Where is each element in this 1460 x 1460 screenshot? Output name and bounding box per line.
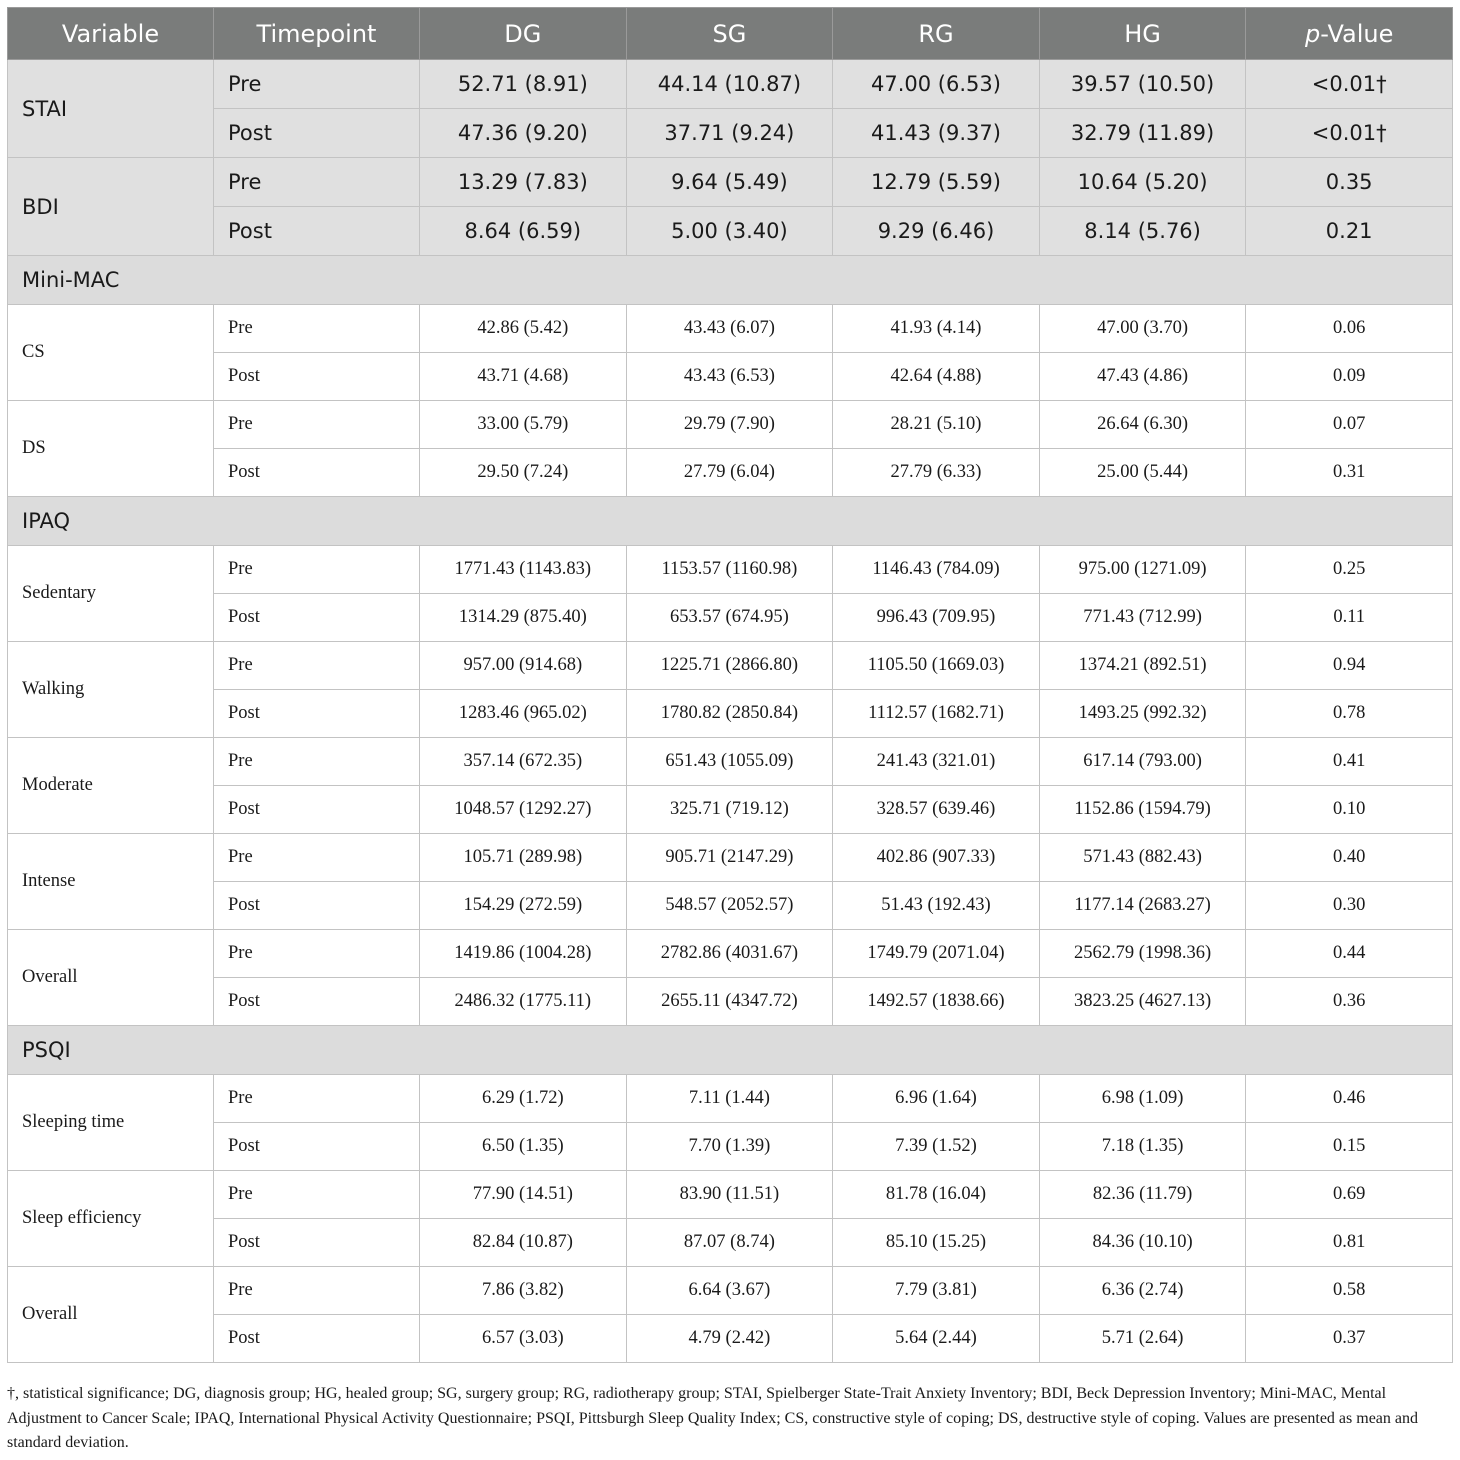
hg-cell: 975.00 (1271.09) [1039, 546, 1246, 594]
rg-cell: 1146.43 (784.09) [833, 546, 1040, 594]
sg-cell: 29.79 (7.90) [626, 401, 833, 449]
header-hg: HG [1039, 8, 1246, 60]
table-row [8, 882, 1453, 930]
sg-cell: 27.79 (6.04) [626, 449, 833, 497]
header-p-rest: -Value [1320, 19, 1394, 48]
rg-cell: 1492.57 (1838.66) [833, 978, 1040, 1026]
timepoint-cell: Post [214, 882, 420, 930]
table-row [8, 930, 1453, 978]
dg-cell: 7.86 (3.82) [420, 1267, 627, 1315]
table-row [8, 1267, 1453, 1315]
section-title: Mini-MAC [8, 256, 1453, 305]
p-value-cell: 0.37 [1246, 1315, 1453, 1363]
timepoint-cell: Pre [214, 1075, 420, 1123]
section-title: PSQI [8, 1026, 1453, 1075]
p-value-cell: 0.78 [1246, 690, 1453, 738]
hg-cell: 47.00 (3.70) [1039, 305, 1246, 353]
rg-cell: 81.78 (16.04) [833, 1171, 1040, 1219]
sg-cell: 2655.11 (4347.72) [626, 978, 833, 1026]
hg-cell: 571.43 (882.43) [1039, 834, 1246, 882]
table-row [8, 353, 1453, 401]
header-dg: DG [420, 8, 627, 60]
p-value-cell: 0.09 [1246, 353, 1453, 401]
p-value-cell: 0.25 [1246, 546, 1453, 594]
table-row [8, 690, 1453, 738]
rg-cell: 51.43 (192.43) [833, 882, 1040, 930]
rg-cell: 402.86 (907.33) [833, 834, 1040, 882]
variable-cell: Sleep efficiency [8, 1171, 214, 1267]
sg-cell: 653.57 (674.95) [626, 594, 833, 642]
variable-cell: CS [8, 305, 214, 401]
table-row [8, 1123, 1453, 1171]
dg-cell: 13.29 (7.83) [420, 158, 627, 207]
header-row [8, 8, 1453, 60]
timepoint-cell: Post [214, 449, 420, 497]
variable-cell: Sedentary [8, 546, 214, 642]
sg-cell: 548.57 (2052.57) [626, 882, 833, 930]
dg-cell: 2486.32 (1775.11) [420, 978, 627, 1026]
sg-cell: 44.14 (10.87) [626, 60, 833, 109]
sg-cell: 43.43 (6.07) [626, 305, 833, 353]
sg-cell: 37.71 (9.24) [626, 109, 833, 158]
sg-cell: 1153.57 (1160.98) [626, 546, 833, 594]
sg-cell: 651.43 (1055.09) [626, 738, 833, 786]
timepoint-cell: Post [214, 1219, 420, 1267]
p-value-cell: 0.10 [1246, 786, 1453, 834]
hg-cell: 8.14 (5.76) [1039, 207, 1246, 256]
hg-cell: 1152.86 (1594.79) [1039, 786, 1246, 834]
variable-cell: DS [8, 401, 214, 497]
rg-cell: 42.64 (4.88) [833, 353, 1040, 401]
table-row [8, 978, 1453, 1026]
dg-cell: 1314.29 (875.40) [420, 594, 627, 642]
table-row [8, 158, 1453, 207]
dg-cell: 357.14 (672.35) [420, 738, 627, 786]
table-row [8, 1219, 1453, 1267]
rg-cell: 6.96 (1.64) [833, 1075, 1040, 1123]
p-value-cell: 0.44 [1246, 930, 1453, 978]
sg-cell: 325.71 (719.12) [626, 786, 833, 834]
hg-cell: 10.64 (5.20) [1039, 158, 1246, 207]
table-row [8, 642, 1453, 690]
table-row [8, 1315, 1453, 1363]
sg-cell: 4.79 (2.42) [626, 1315, 833, 1363]
timepoint-cell: Pre [214, 1267, 420, 1315]
variable-cell: Overall [8, 1267, 214, 1363]
p-value-cell: 0.35 [1246, 158, 1453, 207]
sg-cell: 7.11 (1.44) [626, 1075, 833, 1123]
dg-cell: 6.57 (3.03) [420, 1315, 627, 1363]
hg-cell: 25.00 (5.44) [1039, 449, 1246, 497]
sg-cell: 905.71 (2147.29) [626, 834, 833, 882]
timepoint-cell: Pre [214, 546, 420, 594]
dg-cell: 29.50 (7.24) [420, 449, 627, 497]
p-value-cell: <0.01† [1246, 109, 1453, 158]
section-header-row [8, 256, 1453, 305]
section-header-row [8, 1026, 1453, 1075]
p-value-cell: 0.46 [1246, 1075, 1453, 1123]
header-p-italic: p [1304, 19, 1321, 48]
hg-cell: 39.57 (10.50) [1039, 60, 1246, 109]
dg-cell: 82.84 (10.87) [420, 1219, 627, 1267]
variable-cell: Walking [8, 642, 214, 738]
rg-cell: 7.79 (3.81) [833, 1267, 1040, 1315]
timepoint-cell: Pre [214, 738, 420, 786]
p-value-cell: 0.58 [1246, 1267, 1453, 1315]
p-value-cell: 0.94 [1246, 642, 1453, 690]
p-value-cell: 0.81 [1246, 1219, 1453, 1267]
results-table [7, 7, 1453, 1363]
p-value-cell: 0.69 [1246, 1171, 1453, 1219]
hg-cell: 7.18 (1.35) [1039, 1123, 1246, 1171]
variable-cell: Intense [8, 834, 214, 930]
timepoint-cell: Post [214, 109, 420, 158]
p-value-cell: 0.15 [1246, 1123, 1453, 1171]
timepoint-cell: Pre [214, 60, 420, 109]
header-timepoint: Timepoint [214, 8, 420, 60]
rg-cell: 996.43 (709.95) [833, 594, 1040, 642]
hg-cell: 617.14 (793.00) [1039, 738, 1246, 786]
table-row [8, 109, 1453, 158]
rg-cell: 1112.57 (1682.71) [833, 690, 1040, 738]
timepoint-cell: Post [214, 353, 420, 401]
p-value-cell: 0.40 [1246, 834, 1453, 882]
sg-cell: 5.00 (3.40) [626, 207, 833, 256]
variable-cell: Moderate [8, 738, 214, 834]
hg-cell: 1493.25 (992.32) [1039, 690, 1246, 738]
table-row [8, 786, 1453, 834]
header-rg: RG [833, 8, 1040, 60]
p-value-cell: 0.11 [1246, 594, 1453, 642]
hg-cell: 6.98 (1.09) [1039, 1075, 1246, 1123]
timepoint-cell: Pre [214, 930, 420, 978]
table-row [8, 834, 1453, 882]
timepoint-cell: Post [214, 690, 420, 738]
dg-cell: 6.29 (1.72) [420, 1075, 627, 1123]
dg-cell: 1771.43 (1143.83) [420, 546, 627, 594]
timepoint-cell: Post [214, 594, 420, 642]
timepoint-cell: Pre [214, 158, 420, 207]
p-value-cell: 0.07 [1246, 401, 1453, 449]
rg-cell: 7.39 (1.52) [833, 1123, 1040, 1171]
table-row [8, 60, 1453, 109]
rg-cell: 9.29 (6.46) [833, 207, 1040, 256]
timepoint-cell: Post [214, 1123, 420, 1171]
hg-cell: 47.43 (4.86) [1039, 353, 1246, 401]
table-row [8, 449, 1453, 497]
rg-cell: 47.00 (6.53) [833, 60, 1040, 109]
hg-cell: 6.36 (2.74) [1039, 1267, 1246, 1315]
variable-cell: BDI [8, 158, 214, 256]
header-sg: SG [626, 8, 833, 60]
timepoint-cell: Post [214, 1315, 420, 1363]
dg-cell: 8.64 (6.59) [420, 207, 627, 256]
timepoint-cell: Post [214, 978, 420, 1026]
sg-cell: 2782.86 (4031.67) [626, 930, 833, 978]
sg-cell: 6.64 (3.67) [626, 1267, 833, 1315]
dg-cell: 52.71 (8.91) [420, 60, 627, 109]
hg-cell: 26.64 (6.30) [1039, 401, 1246, 449]
dg-cell: 42.86 (5.42) [420, 305, 627, 353]
footnote: †, statistical significance; DG, diagnosis group; HG, healed group; SG, surgery group; RG, radiotherapy group; STAI, Spielberger State-Trait Anxiety Inventory; BDI, Beck Depression Inventory; Mini-MAC, Mental Adjustment to Cancer Scale; IPAQ, International Physical Activity Questionnaire; PSQI, Pittsburgh Sleep Quality Index; CS, constructive style of coping; DS, destructive style of coping. Values are presented as mean and standard deviation. [7, 1385, 1419, 1451]
sg-cell: 83.90 (11.51) [626, 1171, 833, 1219]
p-value-cell: 0.06 [1246, 305, 1453, 353]
p-value-cell: 0.21 [1246, 207, 1453, 256]
rg-cell: 41.43 (9.37) [833, 109, 1040, 158]
rg-cell: 12.79 (5.59) [833, 158, 1040, 207]
table-row [8, 594, 1453, 642]
timepoint-cell: Pre [214, 305, 420, 353]
p-value-cell: 0.41 [1246, 738, 1453, 786]
p-value-cell: 0.31 [1246, 449, 1453, 497]
hg-cell: 771.43 (712.99) [1039, 594, 1246, 642]
sg-cell: 7.70 (1.39) [626, 1123, 833, 1171]
rg-cell: 28.21 (5.10) [833, 401, 1040, 449]
sg-cell: 1225.71 (2866.80) [626, 642, 833, 690]
rg-cell: 85.10 (15.25) [833, 1219, 1040, 1267]
rg-cell: 41.93 (4.14) [833, 305, 1040, 353]
dg-cell: 1048.57 (1292.27) [420, 786, 627, 834]
timepoint-cell: Pre [214, 1171, 420, 1219]
dg-cell: 47.36 (9.20) [420, 109, 627, 158]
section-title: IPAQ [8, 497, 1453, 546]
hg-cell: 82.36 (11.79) [1039, 1171, 1246, 1219]
header-p-value [1246, 8, 1453, 60]
sg-cell: 9.64 (5.49) [626, 158, 833, 207]
hg-cell: 2562.79 (1998.36) [1039, 930, 1246, 978]
hg-cell: 32.79 (11.89) [1039, 109, 1246, 158]
table-row [8, 738, 1453, 786]
rg-cell: 241.43 (321.01) [833, 738, 1040, 786]
timepoint-cell: Pre [214, 401, 420, 449]
table-row [8, 1075, 1453, 1123]
hg-cell: 84.36 (10.10) [1039, 1219, 1246, 1267]
rg-cell: 1105.50 (1669.03) [833, 642, 1040, 690]
hg-cell: 5.71 (2.64) [1039, 1315, 1246, 1363]
rg-cell: 27.79 (6.33) [833, 449, 1040, 497]
dg-cell: 154.29 (272.59) [420, 882, 627, 930]
table-row [8, 1171, 1453, 1219]
hg-cell: 3823.25 (4627.13) [1039, 978, 1246, 1026]
section-header-row [8, 497, 1453, 546]
dg-cell: 957.00 (914.68) [420, 642, 627, 690]
p-value-cell: 0.36 [1246, 978, 1453, 1026]
table-row [8, 305, 1453, 353]
header-variable: Variable [8, 8, 214, 60]
rg-cell: 5.64 (2.44) [833, 1315, 1040, 1363]
hg-cell: 1374.21 (892.51) [1039, 642, 1246, 690]
dg-cell: 1283.46 (965.02) [420, 690, 627, 738]
dg-cell: 43.71 (4.68) [420, 353, 627, 401]
rg-cell: 328.57 (639.46) [833, 786, 1040, 834]
table-row [8, 546, 1453, 594]
dg-cell: 1419.86 (1004.28) [420, 930, 627, 978]
sg-cell: 1780.82 (2850.84) [626, 690, 833, 738]
hg-cell: 1177.14 (2683.27) [1039, 882, 1246, 930]
dg-cell: 6.50 (1.35) [420, 1123, 627, 1171]
timepoint-cell: Post [214, 786, 420, 834]
p-value-cell: 0.30 [1246, 882, 1453, 930]
table-row [8, 207, 1453, 256]
rg-cell: 1749.79 (2071.04) [833, 930, 1040, 978]
sg-cell: 87.07 (8.74) [626, 1219, 833, 1267]
variable-cell: Overall [8, 930, 214, 1026]
variable-cell: Sleeping time [8, 1075, 214, 1171]
sg-cell: 43.43 (6.53) [626, 353, 833, 401]
dg-cell: 77.90 (14.51) [420, 1171, 627, 1219]
p-value-cell: <0.01† [1246, 60, 1453, 109]
timepoint-cell: Pre [214, 642, 420, 690]
timepoint-cell: Post [214, 207, 420, 256]
variable-cell: STAI [8, 60, 214, 158]
dg-cell: 33.00 (5.79) [420, 401, 627, 449]
timepoint-cell: Pre [214, 834, 420, 882]
table-row [8, 401, 1453, 449]
dg-cell: 105.71 (289.98) [420, 834, 627, 882]
